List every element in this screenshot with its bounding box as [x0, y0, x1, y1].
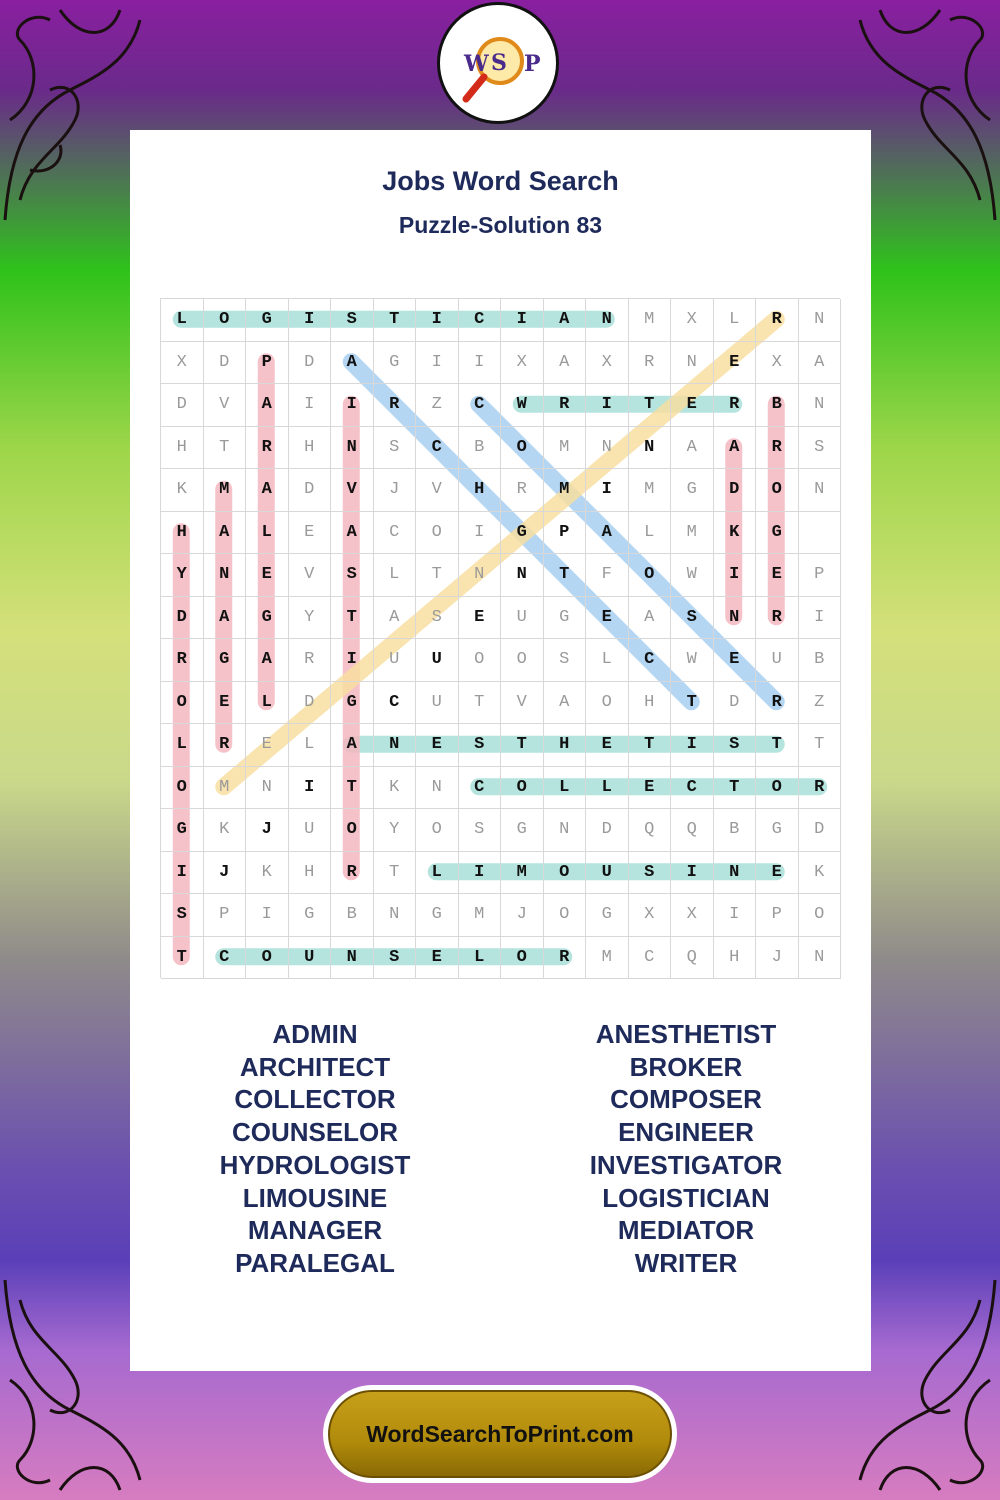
grid-cell[interactable]: N	[799, 384, 842, 427]
grid-cell[interactable]: R	[544, 937, 587, 980]
grid-cell[interactable]: P	[246, 342, 289, 385]
grid-cell[interactable]: I	[161, 852, 204, 895]
grid-cell[interactable]: H	[161, 512, 204, 555]
grid-cell[interactable]: O	[501, 427, 544, 470]
grid-cell[interactable]: X	[671, 299, 714, 342]
grid-cell[interactable]: M	[204, 469, 247, 512]
grid-cell[interactable]: B	[459, 427, 502, 470]
grid-cell[interactable]: V	[501, 682, 544, 725]
word-list-item: MANAGER	[247, 1215, 383, 1246]
grid-cell[interactable]: O	[416, 809, 459, 852]
grid-cell[interactable]: O	[586, 682, 629, 725]
word-list-item: ANESTHETIST	[595, 1019, 777, 1049]
grid-cell[interactable]: T	[714, 767, 757, 810]
word-list-item: COUNSELOR	[231, 1117, 399, 1148]
grid-cell[interactable]: A	[246, 639, 289, 682]
grid-cell[interactable]: S	[671, 597, 714, 640]
grid-cell[interactable]: V	[289, 554, 332, 597]
grid-cell[interactable]: U	[416, 639, 459, 682]
grid-cell[interactable]: G	[161, 809, 204, 852]
grid-cell[interactable]: L	[246, 682, 289, 725]
grid-cell[interactable]: G	[544, 597, 587, 640]
grid-cell[interactable]: E	[289, 512, 332, 555]
grid-cell[interactable]: N	[714, 852, 757, 895]
grid-cell[interactable]: H	[289, 427, 332, 470]
logo-letter-s: S	[491, 50, 507, 76]
grid-cell[interactable]: D	[586, 809, 629, 852]
grid-cell[interactable]: L	[374, 554, 417, 597]
grid-cell[interactable]: O	[204, 299, 247, 342]
grid-cell[interactable]: K	[246, 852, 289, 895]
word-list-item: WRITER	[634, 1247, 738, 1278]
word-list-item: MEDIATOR	[617, 1215, 755, 1246]
grid-cell[interactable]: H	[714, 937, 757, 980]
grid-cell[interactable]: N	[246, 767, 289, 810]
grid-cell[interactable]: T	[331, 597, 374, 640]
grid-cell[interactable]: U	[289, 937, 332, 980]
grid-cell[interactable]: T	[204, 427, 247, 470]
grid-cell[interactable]: Q	[629, 809, 672, 852]
grid-cell[interactable]: S	[799, 427, 842, 470]
grid-cell[interactable]: R	[756, 299, 799, 342]
grid-cell[interactable]: L	[544, 767, 587, 810]
grid-cell[interactable]: T	[374, 852, 417, 895]
grid-cell[interactable]: O	[756, 767, 799, 810]
grid-cell[interactable]: J	[756, 937, 799, 980]
grid-cell[interactable]: R	[161, 639, 204, 682]
grid-cell[interactable]: E	[586, 597, 629, 640]
grid-cell[interactable]: T	[331, 767, 374, 810]
grid-cell[interactable]: N	[799, 469, 842, 512]
grid-cell[interactable]: I	[671, 724, 714, 767]
grid-cell[interactable]: E	[459, 597, 502, 640]
grid-cell[interactable]: L	[629, 512, 672, 555]
grid-cell[interactable]: A	[799, 342, 842, 385]
grid-cell[interactable]: M	[544, 469, 587, 512]
grid-cell[interactable]: P	[799, 554, 842, 597]
grid-cell[interactable]: N	[799, 299, 842, 342]
grid-cell[interactable]: H	[289, 852, 332, 895]
grid-cell[interactable]: T	[459, 682, 502, 725]
grid-cell[interactable]: Y	[374, 809, 417, 852]
grid-cell[interactable]: C	[459, 384, 502, 427]
grid-cell[interactable]: K	[374, 767, 417, 810]
grid-cell[interactable]: G	[289, 894, 332, 937]
grid-cell[interactable]: M	[629, 469, 672, 512]
grid-cell[interactable]: R	[501, 469, 544, 512]
grid-cell[interactable]: D	[289, 682, 332, 725]
grid-cell[interactable]: I	[289, 299, 332, 342]
grid-cell[interactable]: E	[671, 384, 714, 427]
grid-cell[interactable]: T	[671, 682, 714, 725]
grid-cell[interactable]: D	[289, 469, 332, 512]
grid-cell[interactable]: S	[374, 937, 417, 980]
grid-cell[interactable]: A	[331, 724, 374, 767]
grid-cell[interactable]: C	[459, 299, 502, 342]
grid-cell[interactable]: T	[629, 724, 672, 767]
grid-cell[interactable]: H	[459, 469, 502, 512]
grid-cell[interactable]: A	[544, 682, 587, 725]
grid-cell[interactable]: I	[416, 299, 459, 342]
grid-cell[interactable]: U	[501, 597, 544, 640]
grid-cell[interactable]: D	[204, 342, 247, 385]
word-list-left	[130, 1018, 500, 1280]
grid-cell[interactable]: L	[459, 937, 502, 980]
grid-cell[interactable]: C	[374, 512, 417, 555]
grid-cell[interactable]: N	[459, 554, 502, 597]
word-list-item: BROKER	[629, 1051, 743, 1082]
grid-cell[interactable]: C	[629, 639, 672, 682]
grid-cell[interactable]: I	[416, 342, 459, 385]
grid-cell[interactable]: G	[246, 597, 289, 640]
grid-cell[interactable]: I	[246, 894, 289, 937]
grid-cell[interactable]: L	[161, 299, 204, 342]
grid-cell[interactable]: N	[671, 342, 714, 385]
grid-cell[interactable]: Q	[671, 809, 714, 852]
grid-cell[interactable]: N	[544, 809, 587, 852]
grid-cell[interactable]: N	[204, 554, 247, 597]
site-link-label: WordSearchToPrint.com	[328, 1390, 672, 1478]
grid-cell[interactable]: R	[714, 384, 757, 427]
grid-cell[interactable]: M	[204, 767, 247, 810]
grid-cell[interactable]: N	[501, 554, 544, 597]
grid-cell[interactable]: C	[629, 937, 672, 980]
grid-cell[interactable]: C	[671, 767, 714, 810]
grid-cell[interactable]: A	[204, 512, 247, 555]
grid-cell[interactable]: E	[416, 937, 459, 980]
grid-cell[interactable]: E	[416, 724, 459, 767]
grid-cell[interactable]: E	[629, 767, 672, 810]
grid-cell[interactable]: Z	[416, 384, 459, 427]
grid-cell[interactable]: L	[289, 724, 332, 767]
grid-cell[interactable]: A	[671, 427, 714, 470]
grid-cell[interactable]: X	[501, 342, 544, 385]
grid-cell[interactable]: S	[714, 724, 757, 767]
grid-cell[interactable]: E	[756, 852, 799, 895]
grid-cell[interactable]: T	[544, 554, 587, 597]
grid-cell[interactable]: V	[204, 384, 247, 427]
word-list-item: LIMOUSINE	[242, 1182, 388, 1213]
grid-cell[interactable]: M	[501, 852, 544, 895]
grid-cell[interactable]: K	[714, 512, 757, 555]
grid-cell[interactable]: S	[161, 894, 204, 937]
grid-cell[interactable]: V	[416, 469, 459, 512]
site-link-button[interactable]	[323, 1385, 677, 1483]
grid-cell[interactable]: A	[331, 342, 374, 385]
grid-cell[interactable]: T	[501, 724, 544, 767]
grid-cell[interactable]: T	[374, 299, 417, 342]
grid-cell[interactable]: P	[544, 512, 587, 555]
logo-letter-w: W	[464, 51, 489, 77]
grid-cell[interactable]: N	[331, 427, 374, 470]
grid-cell[interactable]: D	[714, 469, 757, 512]
grid-cell[interactable]: L	[246, 512, 289, 555]
grid-cell[interactable]: O	[161, 682, 204, 725]
grid-cell[interactable]: S	[459, 724, 502, 767]
word-list-item: COLLECTOR	[234, 1084, 396, 1115]
grid-cell[interactable]: R	[246, 427, 289, 470]
grid-cell[interactable]: B	[799, 639, 842, 682]
grid-cell[interactable]: N	[714, 597, 757, 640]
grid-cell[interactable]: A	[204, 597, 247, 640]
grid-cell[interactable]: M	[629, 299, 672, 342]
grid-cell[interactable]: T	[756, 724, 799, 767]
grid-cell[interactable]: C	[374, 682, 417, 725]
grid-cell[interactable]: O	[459, 639, 502, 682]
grid-cell[interactable]: X	[629, 894, 672, 937]
grid-cell[interactable]: O	[416, 512, 459, 555]
grid-cell[interactable]: A	[246, 384, 289, 427]
grid-cell[interactable]: R	[756, 682, 799, 725]
grid-cell[interactable]: J	[501, 894, 544, 937]
grid-cell[interactable]: Z	[799, 682, 842, 725]
grid-cell[interactable]: O	[246, 937, 289, 980]
grid-cell[interactable]: F	[586, 554, 629, 597]
grid-cell[interactable]: H	[544, 724, 587, 767]
grid-cell[interactable]: P	[756, 894, 799, 937]
grid-cell[interactable]: G	[204, 639, 247, 682]
grid-cell[interactable]: K	[161, 469, 204, 512]
grid-cell[interactable]: U	[586, 852, 629, 895]
grid-cell[interactable]: A	[714, 427, 757, 470]
grid-cell[interactable]: B	[756, 384, 799, 427]
grid-cell[interactable]: B	[331, 894, 374, 937]
grid-cell[interactable]: D	[714, 682, 757, 725]
site-logo[interactable]	[437, 2, 559, 124]
grid-cell[interactable]: U	[374, 639, 417, 682]
grid-cell[interactable]: R	[629, 342, 672, 385]
grid-cell[interactable]: M	[671, 512, 714, 555]
grid-cell[interactable]: J	[374, 469, 417, 512]
grid-cell[interactable]: L	[586, 639, 629, 682]
grid-cell[interactable]: S	[416, 597, 459, 640]
grid-cell[interactable]: H	[629, 682, 672, 725]
grid-cell[interactable]: R	[204, 724, 247, 767]
grid-cell[interactable]: A	[544, 342, 587, 385]
word-list-item: ENGINEER	[618, 1117, 754, 1148]
puzzle-card	[130, 130, 871, 1371]
grid-cell[interactable]: X	[756, 342, 799, 385]
grid-cell[interactable]: W	[501, 384, 544, 427]
grid-cell[interactable]: S	[374, 427, 417, 470]
grid-cell[interactable]: K	[204, 809, 247, 852]
grid-cell[interactable]: E	[714, 639, 757, 682]
grid-cell[interactable]: X	[161, 342, 204, 385]
grid-cell[interactable]: N	[374, 894, 417, 937]
grid-cell[interactable]: N	[629, 427, 672, 470]
grid-cell[interactable]: I	[501, 299, 544, 342]
word-list-item: ARCHITECT	[239, 1051, 391, 1082]
grid-cell[interactable]: E	[756, 554, 799, 597]
grid-cell[interactable]: Q	[671, 937, 714, 980]
ornament-scroll-icon	[0, 1270, 150, 1500]
grid-cell[interactable]	[799, 512, 842, 555]
grid-cell[interactable]: U	[756, 639, 799, 682]
grid-cell[interactable]: G	[331, 682, 374, 725]
grid-cell[interactable]: G	[671, 469, 714, 512]
grid-cell[interactable]: N	[586, 299, 629, 342]
grid-cell[interactable]: X	[671, 894, 714, 937]
grid-cell[interactable]: C	[416, 427, 459, 470]
grid-cell[interactable]: O	[501, 937, 544, 980]
grid-cell[interactable]: O	[544, 852, 587, 895]
grid-cell[interactable]: I	[671, 852, 714, 895]
grid-cell[interactable]: B	[714, 809, 757, 852]
grid-cell[interactable]: I	[331, 384, 374, 427]
grid-cell[interactable]: E	[204, 682, 247, 725]
grid-cell[interactable]: I	[289, 767, 332, 810]
grid-cell[interactable]: R	[756, 427, 799, 470]
magnifier-icon	[440, 5, 556, 121]
grid-cell[interactable]: N	[586, 427, 629, 470]
grid-cell[interactable]: I	[586, 384, 629, 427]
word-list-item: HYDROLOGIST	[219, 1149, 411, 1180]
grid-cell[interactable]: S	[331, 299, 374, 342]
grid-cell[interactable]: O	[629, 554, 672, 597]
grid-cell[interactable]: W	[671, 554, 714, 597]
grid-cell[interactable]: G	[756, 512, 799, 555]
grid-cell[interactable]: O	[756, 469, 799, 512]
grid-cell[interactable]: D	[161, 384, 204, 427]
grid-cell[interactable]: J	[204, 852, 247, 895]
grid-cell[interactable]: G	[374, 342, 417, 385]
grid-cell[interactable]: N	[799, 937, 842, 980]
grid-cell[interactable]: S	[331, 554, 374, 597]
grid-cell[interactable]: A	[629, 597, 672, 640]
grid-cell[interactable]: E	[246, 554, 289, 597]
grid-cell[interactable]: R	[799, 767, 842, 810]
grid-cell[interactable]: M	[544, 427, 587, 470]
grid-cell[interactable]: A	[246, 469, 289, 512]
grid-cell[interactable]: X	[586, 342, 629, 385]
grid-cell[interactable]: C	[459, 767, 502, 810]
grid-cell[interactable]: D	[289, 342, 332, 385]
logo-letter-p: P	[524, 51, 541, 77]
grid-cell[interactable]: G	[246, 299, 289, 342]
grid-cell[interactable]: E	[586, 724, 629, 767]
grid-cell[interactable]: N	[331, 937, 374, 980]
word-list-item: PARALEGAL	[235, 1247, 395, 1278]
grid-cell[interactable]: S	[459, 809, 502, 852]
grid-cell[interactable]: A	[586, 512, 629, 555]
grid-cell[interactable]: L	[416, 852, 459, 895]
grid-cell[interactable]: I	[586, 469, 629, 512]
grid-cell[interactable]: W	[671, 639, 714, 682]
grid-cell[interactable]: J	[246, 809, 289, 852]
grid-cell[interactable]: M	[459, 894, 502, 937]
grid-cell[interactable]: I	[331, 639, 374, 682]
grid-cell[interactable]: O	[501, 767, 544, 810]
grid-cell[interactable]: D	[161, 597, 204, 640]
grid-cell[interactable]: O	[799, 894, 842, 937]
grid-cell[interactable]: L	[161, 724, 204, 767]
grid-cell[interactable]: D	[799, 809, 842, 852]
grid-cell[interactable]: T	[799, 724, 842, 767]
page-subtitle: Puzzle-Solution 83	[398, 212, 603, 238]
grid-cell[interactable]: N	[416, 767, 459, 810]
grid-cell[interactable]: L	[586, 767, 629, 810]
ornament-scroll-icon	[0, 0, 150, 230]
grid-cell[interactable]: E	[246, 724, 289, 767]
grid-cell[interactable]: I	[459, 852, 502, 895]
grid-cell[interactable]: R	[331, 852, 374, 895]
grid-cell[interactable]: M	[586, 937, 629, 980]
grid-cell[interactable]: U	[289, 809, 332, 852]
grid-cell[interactable]: G	[416, 894, 459, 937]
grid-cell[interactable]: O	[331, 809, 374, 852]
grid-cell[interactable]: R	[289, 639, 332, 682]
grid-cell[interactable]: R	[544, 384, 587, 427]
grid-cell[interactable]: I	[459, 512, 502, 555]
grid-cell[interactable]: E	[714, 342, 757, 385]
grid-cell[interactable]: O	[501, 639, 544, 682]
word-list-item: COMPOSER	[610, 1084, 762, 1115]
grid-cell[interactable]: Y	[289, 597, 332, 640]
page-title: Jobs Word Search	[382, 166, 619, 196]
ornament-scroll-icon	[850, 0, 1000, 230]
word-list-right	[501, 1018, 871, 1280]
grid-cell[interactable]: S	[544, 639, 587, 682]
grid-cell[interactable]: T	[161, 937, 204, 980]
grid-cell[interactable]: I	[714, 894, 757, 937]
grid-cell[interactable]: T	[629, 384, 672, 427]
grid-cell[interactable]: H	[161, 427, 204, 470]
grid-cell[interactable]: R	[374, 384, 417, 427]
grid-cell[interactable]: L	[714, 299, 757, 342]
grid-cell[interactable]: V	[331, 469, 374, 512]
grid-cell[interactable]: R	[756, 597, 799, 640]
grid-cell[interactable]: U	[416, 682, 459, 725]
grid-cell[interactable]: G	[501, 809, 544, 852]
grid-cell[interactable]: I	[459, 342, 502, 385]
grid-cell[interactable]: C	[204, 937, 247, 980]
grid-cell[interactable]: G	[586, 894, 629, 937]
grid-cell[interactable]: P	[204, 894, 247, 937]
grid-cell[interactable]: T	[416, 554, 459, 597]
word-search-grid	[160, 298, 840, 978]
grid-cell[interactable]: G	[756, 809, 799, 852]
word-list-item: INVESTIGATOR	[589, 1149, 783, 1180]
grid-cell[interactable]: G	[501, 512, 544, 555]
grid-cell[interactable]: A	[331, 512, 374, 555]
grid-cell[interactable]: I	[799, 597, 842, 640]
word-list-item: ADMIN	[272, 1019, 358, 1049]
grid-cell[interactable]: N	[374, 724, 417, 767]
grid-cell[interactable]: S	[629, 852, 672, 895]
grid-cell[interactable]: I	[289, 384, 332, 427]
grid-cell[interactable]: A	[544, 299, 587, 342]
grid-cell[interactable]: Y	[161, 554, 204, 597]
grid-cell[interactable]: I	[714, 554, 757, 597]
grid-cell[interactable]: K	[799, 852, 842, 895]
grid-cell[interactable]: O	[544, 894, 587, 937]
ornament-scroll-icon	[850, 1270, 1000, 1500]
grid-cell[interactable]: O	[161, 767, 204, 810]
grid-cell[interactable]: A	[374, 597, 417, 640]
word-list-item: LOGISTICIAN	[602, 1182, 770, 1213]
